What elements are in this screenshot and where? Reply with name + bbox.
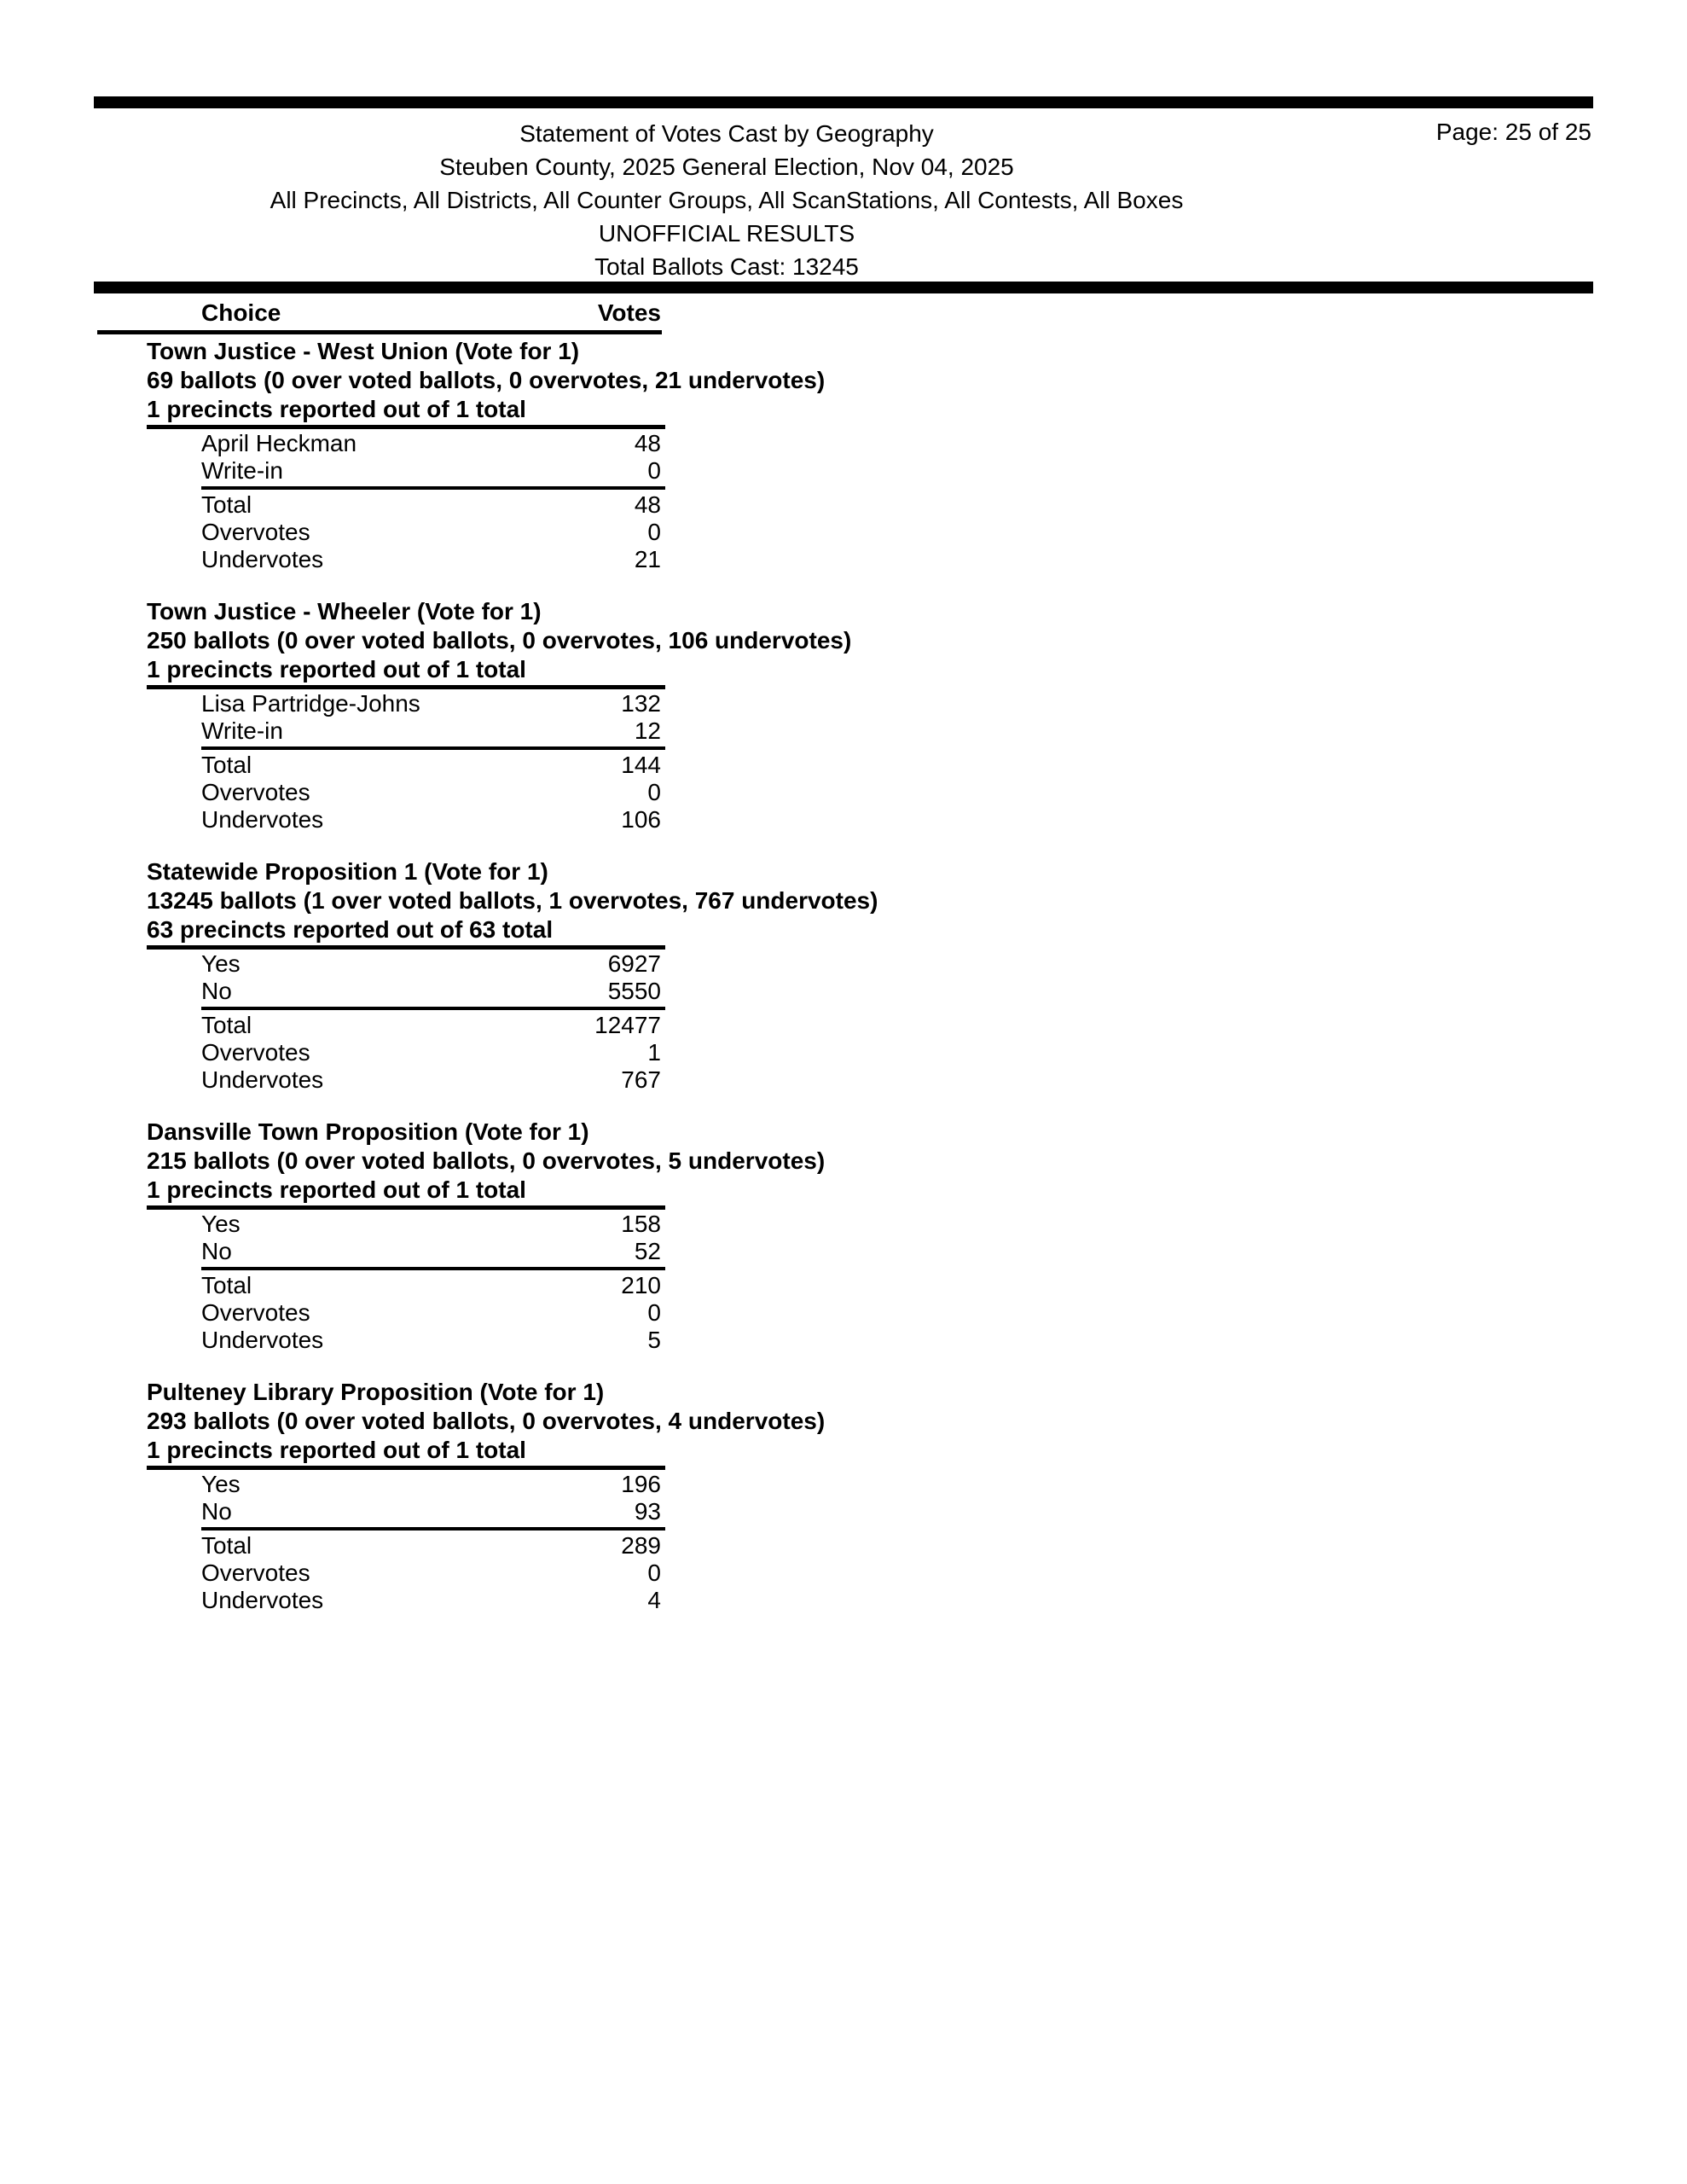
undervotes-row [201,1588,661,1613]
overvotes-row [201,1560,661,1586]
contest-title: Town Justice - West Union (Vote for 1) [147,338,580,364]
overvotes-row [201,780,661,805]
choice-row [201,431,661,456]
contest-title: Statewide Proposition 1 (Vote for 1) [147,858,548,885]
precincts-rule [147,1466,665,1470]
page-number: Page: 25 of 25 [1435,119,1591,145]
total-row [201,1533,661,1559]
precincts-rule [147,945,665,950]
column-header-votes: Votes [597,299,661,326]
results-status-line: UNOFFICIAL RESULTS [598,220,855,247]
summary-votes: 48 [634,491,661,518]
choice-votes: 52 [634,1238,661,1264]
undervotes-row [201,547,661,572]
contest-ballots-summary: 13245 ballots (1 over voted ballots, 1 overvotes, 767 undervotes) [147,887,878,914]
choices-divider-rule [201,486,665,490]
summary-votes: 1 [647,1039,661,1066]
choice-label: Write-in [201,457,283,484]
summary-votes: 0 [647,519,661,545]
summary-votes: 289 [621,1532,661,1559]
summary-votes: 0 [647,1299,661,1326]
choice-label: Lisa Partridge-Johns [201,690,420,717]
contest-precincts-summary: 1 precincts reported out of 1 total [147,1176,526,1203]
contest-title: Dansville Town Proposition (Vote for 1) [147,1118,589,1145]
choice-votes: 132 [621,690,661,717]
choice-votes: 0 [647,457,661,484]
contest-ballots-summary: 69 ballots (0 over voted ballots, 0 overvotes, 21 undervotes) [147,367,826,393]
choice-label: No [201,978,232,1004]
total-row [201,1273,661,1298]
contest-ballots-summary: 215 ballots (0 over voted ballots, 0 overvotes, 5 undervotes) [147,1147,826,1174]
summary-votes: 144 [621,752,661,778]
column-header-choice: Choice [201,299,281,326]
undervotes-row [201,807,661,833]
summary-votes: 4 [647,1587,661,1613]
contest-ballots-summary: 293 ballots (0 over voted ballots, 0 overvotes, 4 undervotes) [147,1408,826,1434]
choice-row [201,1239,661,1264]
summary-label: Overvotes [201,519,310,545]
summary-label: Total [201,1012,252,1038]
choice-row [201,718,661,744]
overvotes-row [201,520,661,545]
overvotes-row [201,1300,661,1326]
choice-votes: 12 [634,717,661,744]
choice-row [201,691,661,717]
contest-block [0,599,1687,838]
summary-label: Total [201,752,252,778]
choice-label: April Heckman [201,430,357,456]
header-top-rule [94,96,1593,108]
summary-votes: 12477 [594,1012,661,1038]
summary-label: Undervotes [201,806,324,833]
total-ballots-line: Total Ballots Cast: 13245 [594,253,859,280]
choice-label: Yes [201,1211,241,1237]
election-subtitle: Steuben County, 2025 General Election, Nov 04, 2025 [439,154,1014,180]
choice-label: Write-in [201,717,283,744]
choice-row [201,1499,661,1525]
choice-votes: 48 [634,430,661,456]
summary-votes: 5 [647,1327,661,1353]
choice-label: Yes [201,1471,241,1497]
choice-label: Yes [201,950,241,977]
contest-title: Town Justice - Wheeler (Vote for 1) [147,598,542,624]
summary-votes: 0 [647,1560,661,1586]
total-row [201,752,661,778]
choice-label: No [201,1498,232,1525]
choices-divider-rule [201,1007,665,1010]
contest-title: Pulteney Library Proposition (Vote for 1) [147,1379,605,1405]
summary-votes: 0 [647,779,661,805]
summary-votes: 767 [621,1066,661,1093]
undervotes-row [201,1327,661,1353]
total-row [201,492,661,518]
contest-block [0,859,1687,1098]
choices-divider-rule [201,1527,665,1531]
contest-block [0,1380,1687,1618]
summary-label: Total [201,1532,252,1559]
choice-votes: 6927 [607,950,661,977]
report-scope-line: All Precincts, All Districts, All Counter Groups, All ScanStations, All Contests, All Boxes [270,187,1184,213]
header-bottom-rule [94,282,1593,293]
choice-votes: 5550 [607,978,661,1004]
summary-label: Undervotes [201,546,324,572]
summary-label: Undervotes [201,1587,324,1613]
contest-block [0,1119,1687,1358]
choice-row [201,979,661,1004]
summary-label: Overvotes [201,1299,310,1326]
choice-votes: 158 [621,1211,661,1237]
choice-row [201,1211,661,1237]
contest-ballots-summary: 250 ballots (0 over voted ballots, 0 overvotes, 106 undervotes) [147,627,852,653]
choice-row [201,951,661,977]
precincts-rule [147,425,665,429]
summary-votes: 210 [621,1272,661,1298]
overvotes-row [201,1040,661,1066]
contest-block [0,339,1687,578]
precincts-rule [147,685,665,689]
contest-precincts-summary: 1 precincts reported out of 1 total [147,1437,526,1463]
document-title: Statement of Votes Cast by Geography [519,120,934,147]
summary-label: Undervotes [201,1327,324,1353]
summary-label: Overvotes [201,779,310,805]
choices-divider-rule [201,746,665,750]
total-row [201,1013,661,1038]
choice-votes: 93 [634,1498,661,1525]
contest-precincts-summary: 1 precincts reported out of 1 total [147,656,526,682]
summary-votes: 106 [621,806,661,833]
report-header [94,117,1359,283]
summary-label: Total [201,1272,252,1298]
choice-row [201,1472,661,1497]
summary-label: Undervotes [201,1066,324,1093]
choices-divider-rule [201,1267,665,1270]
contest-precincts-summary: 63 precincts reported out of 63 total [147,916,554,943]
column-header-rule [97,330,662,334]
choice-row [201,458,661,484]
summary-label: Overvotes [201,1560,310,1586]
summary-label: Total [201,491,252,518]
summary-votes: 21 [634,546,661,572]
choice-votes: 196 [621,1471,661,1497]
precincts-rule [147,1205,665,1210]
undervotes-row [201,1067,661,1093]
choice-label: No [201,1238,232,1264]
summary-label: Overvotes [201,1039,310,1066]
contest-precincts-summary: 1 precincts reported out of 1 total [147,396,526,422]
